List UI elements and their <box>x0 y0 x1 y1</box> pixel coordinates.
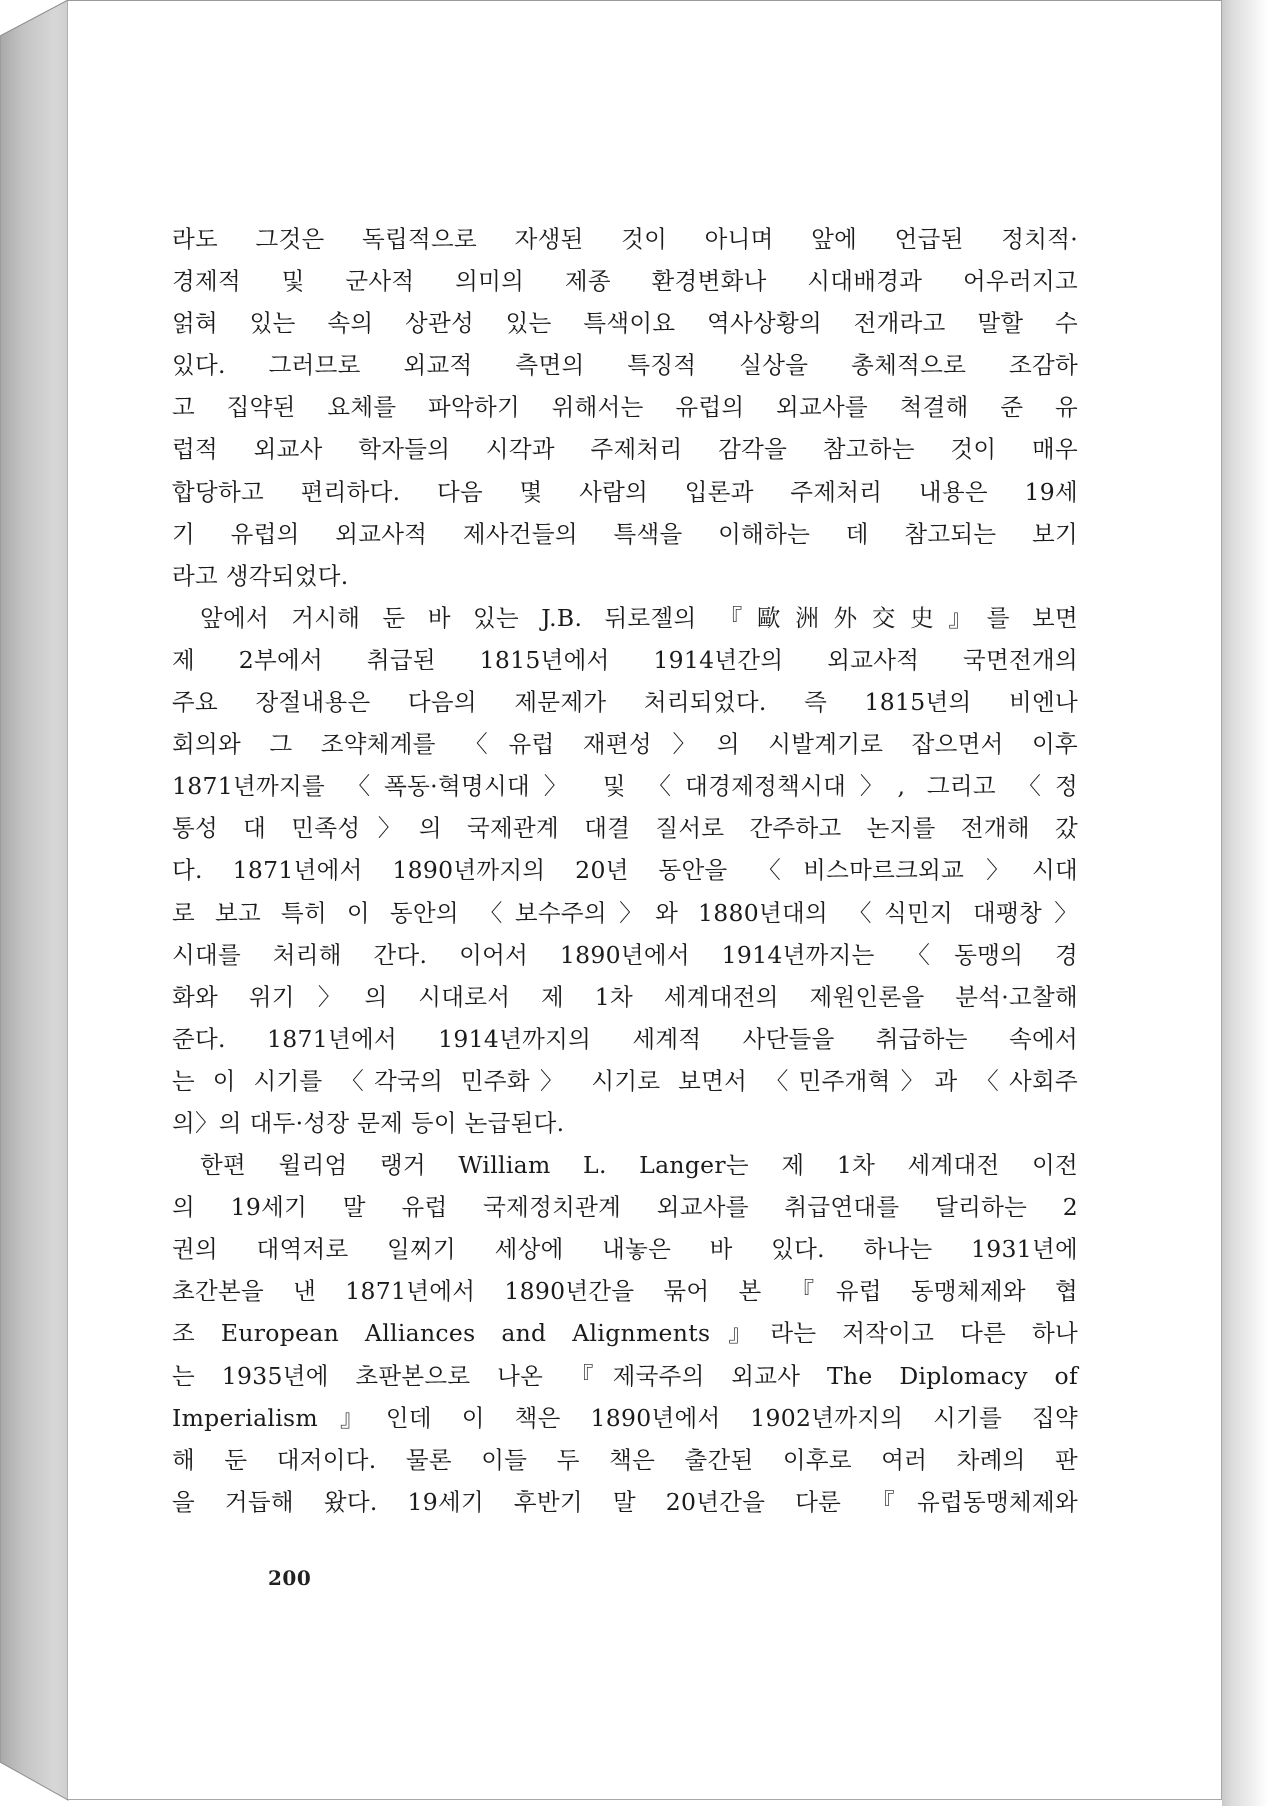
text-line: 통성 대 민족성〉의 국제관계 대결 질서로 간주하고 논지를 전개해 갔 <box>172 814 1078 843</box>
text-line: 라도 그것은 독립적으로 자생된 것이 아니며 앞에 언급된 정치적· <box>172 225 1078 253</box>
page-body-text <box>172 218 1078 1523</box>
text-line: 1871년까지를 〈폭동·혁명시대〉 및 〈대경제정책시대〉, 그리고 〈정 <box>172 772 1078 801</box>
text-line: 경제적 및 군사적 의미의 제종 환경변화나 시대배경과 어우러지고 <box>172 267 1078 296</box>
text-line: 는 1935년에 초판본으로 나온 『제국주의 외교사 The Diplomacy of <box>172 1361 1078 1390</box>
text-line: 화와 위기〉의 시대로서 제 1차 세계대전의 제원인론을 분석·고찰해 <box>172 982 1078 1011</box>
text-line: 주요 장절내용은 다음의 제문제가 처리되었다. 즉 1815년의 비엔나 <box>172 688 1078 717</box>
text-line: 로 보고 특히 이 동안의 〈보수주의〉와 1880년대의 〈식민지 대팽창〉 <box>172 898 1078 927</box>
text-line: 럽적 외교사 학자들의 시각과 주제처리 감각을 참고하는 것이 매우 <box>172 435 1078 464</box>
page-shadow <box>1222 0 1268 1806</box>
text-line: 을 거듭해 왔다. 19세기 후반기 말 20년간을 다룬 『유럽동맹체제와 <box>172 1487 1078 1516</box>
text-line: 준다. 1871년에서 1914년까지의 세계적 사단들을 취급하는 속에서 <box>172 1024 1078 1053</box>
text-line: 의〉의 대두·성장 문제 등이 논급된다. <box>172 1108 565 1137</box>
text-line: 한편 윌리엄 랭거 William L. Langer는 제 1차 세계대전 이전 <box>200 1151 1078 1180</box>
text-line: 있다. 그러므로 외교적 측면의 특징적 실상을 총체적으로 조감하 <box>172 351 1078 380</box>
book-spine <box>0 0 70 1806</box>
text-line: 는 이 시기를 〈각국의 민주화〉 시기로 보면서 〈민주개혁〉과 〈사회주 <box>172 1066 1078 1095</box>
text-line: 권의 대역저로 일찌기 세상에 내놓은 바 있다. 하나는 1931년에 <box>172 1235 1078 1264</box>
text-line: 라고 생각되었다. <box>172 561 349 590</box>
text-line: 조 European Alliances and Alignments』라는 저작이고 다른 하나 <box>172 1319 1078 1348</box>
text-line: 앞에서 거시해 둔 바 있는 J.B. 뒤로젤의 『歐洲外交史』를 보면 <box>200 603 1078 632</box>
text-line: 회의와 그 조약체계를 〈유럽 재편성〉의 시발계기로 잡으면서 이후 <box>172 730 1078 759</box>
text-line: 해 둔 대저이다. 물론 이들 두 책은 출간된 이후로 여러 차례의 판 <box>172 1445 1078 1474</box>
text-line: 다. 1871년에서 1890년까지의 20년 동안을 〈비스마르크외교〉시대 <box>172 856 1078 885</box>
text-line: 기 유럽의 외교사적 제사건들의 특색을 이해하는 데 참고되는 보기 <box>172 519 1078 548</box>
text-line: 초간본을 낸 1871년에서 1890년간을 묶어 본 『유럽 동맹체제와 협 <box>172 1277 1078 1306</box>
text-line: 합당하고 편리하다. 다음 몇 사람의 입론과 주제처리 내용은 19세 <box>172 477 1078 506</box>
page-number: 200 <box>268 1566 312 1590</box>
text-line: Imperialism』인데 이 책은 1890년에서 1902년까지의 시기를 집약 <box>172 1403 1078 1432</box>
text-line: 얽혀 있는 속의 상관성 있는 특색이요 역사상황의 전개라고 말할 수 <box>172 309 1078 338</box>
text-line: 제 2부에서 취급된 1815년에서 1914년간의 외교사적 국면전개의 <box>172 645 1078 674</box>
text-line: 고 집약된 요체를 파악하기 위해서는 유럽의 외교사를 척결해 준 유 <box>172 393 1078 422</box>
text-line: 의 19세기 말 유럽 국제정치관계 외교사를 취급연대를 달리하는 2 <box>172 1193 1078 1222</box>
text-line: 시대를 처리해 간다. 이어서 1890년에서 1914년까지는 〈동맹의 경 <box>172 940 1078 969</box>
